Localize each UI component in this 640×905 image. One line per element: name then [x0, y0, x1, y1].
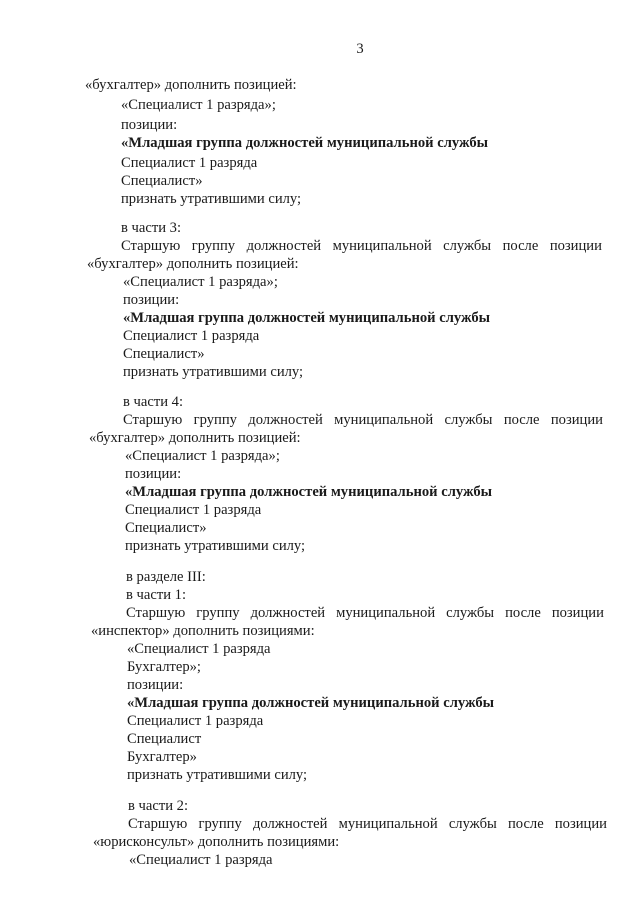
word: Старшую [126, 605, 186, 621]
word: Старшую [128, 816, 188, 832]
word: после [503, 412, 540, 428]
text-line: в части 2: [128, 798, 189, 814]
text-line: в части 3: [121, 220, 182, 236]
word: позиции [550, 412, 603, 428]
word: после [502, 238, 539, 254]
word: после [507, 816, 544, 832]
text-line: «бухгалтер» дополнить позицией: [85, 77, 297, 93]
word: должностей [252, 816, 328, 832]
text-line: позиции: [121, 117, 178, 133]
text-line: позиции: [125, 466, 182, 482]
word: муниципальной [334, 412, 434, 428]
word: позиции [554, 816, 607, 832]
word: службы [443, 238, 492, 254]
word: службы [446, 605, 495, 621]
word: Старшую [121, 238, 181, 254]
text-line: «бухгалтер» дополнить позицией: [87, 256, 299, 272]
word: Старшую [123, 412, 183, 428]
word: муниципальной [332, 238, 432, 254]
word: группу [191, 238, 236, 254]
section-heading-line: «Младшая группа должностей муниципальной службы [123, 310, 491, 326]
text-line: Специалист 1 разряда [127, 713, 264, 729]
word: муниципальной [336, 605, 436, 621]
word: должностей [246, 238, 322, 254]
text-line: «Специалист 1 разряда [127, 641, 271, 657]
text-line: Специалист [127, 731, 202, 747]
text-line: признать утратившими силу; [123, 364, 304, 380]
text-line: «Специалист 1 разряда»; [123, 274, 278, 290]
word: должностей [250, 605, 326, 621]
text-line: Специалист 1 разряда [125, 502, 262, 518]
text-line: Бухгалтер» [127, 749, 197, 765]
text-line: признать утратившими силу; [125, 538, 306, 554]
text-line: в части 4: [123, 394, 184, 410]
justified-line [123, 411, 603, 429]
text-line: Специалист 1 разряда [123, 328, 260, 344]
word: группу [198, 816, 242, 832]
text-line: «Специалист 1 разряда»; [121, 97, 276, 113]
section-heading-line: «Младшая группа должностей муниципальной службы [125, 484, 493, 500]
text-line: признать утратившими силу; [127, 767, 308, 783]
text-line: «Специалист 1 разряда»; [125, 448, 280, 464]
text-line: в части 1: [126, 587, 187, 603]
justified-line [121, 237, 602, 255]
word: после [505, 605, 541, 621]
text-line: «юрисконсульт» дополнить позициями: [93, 834, 340, 850]
word: службы [448, 816, 497, 832]
section-heading-line: «Младшая группа должностей муниципальной службы [121, 135, 489, 151]
page-number: 3 [356, 41, 364, 57]
word: позиции [549, 238, 602, 254]
text-line: Специалист» [121, 173, 203, 189]
word: муниципальной [338, 816, 438, 832]
text-line: в разделе III: [126, 569, 206, 585]
text-line: «бухгалтер» дополнить позицией: [89, 430, 301, 446]
text-line: «инспектор» дополнить позициями: [91, 623, 315, 639]
text-line: признать утратившими силу; [121, 191, 302, 207]
justified-line [128, 815, 607, 833]
text-line: Специалист 1 разряда [121, 155, 258, 171]
section-heading-line: «Младшая группа должностей муниципальной службы [127, 695, 495, 711]
word: группу [193, 412, 237, 428]
text-line: позиции: [123, 292, 180, 308]
word: должностей [248, 412, 323, 428]
word: позиции [551, 605, 604, 621]
text-line: Специалист» [123, 346, 205, 362]
text-line: «Специалист 1 разряда [129, 852, 273, 868]
text-line: позиции: [127, 677, 184, 693]
word: службы [444, 412, 493, 428]
justified-line [126, 604, 604, 622]
text-line: Бухгалтер»; [127, 659, 201, 675]
word: группу [196, 605, 240, 621]
text-line: Специалист» [125, 520, 207, 536]
